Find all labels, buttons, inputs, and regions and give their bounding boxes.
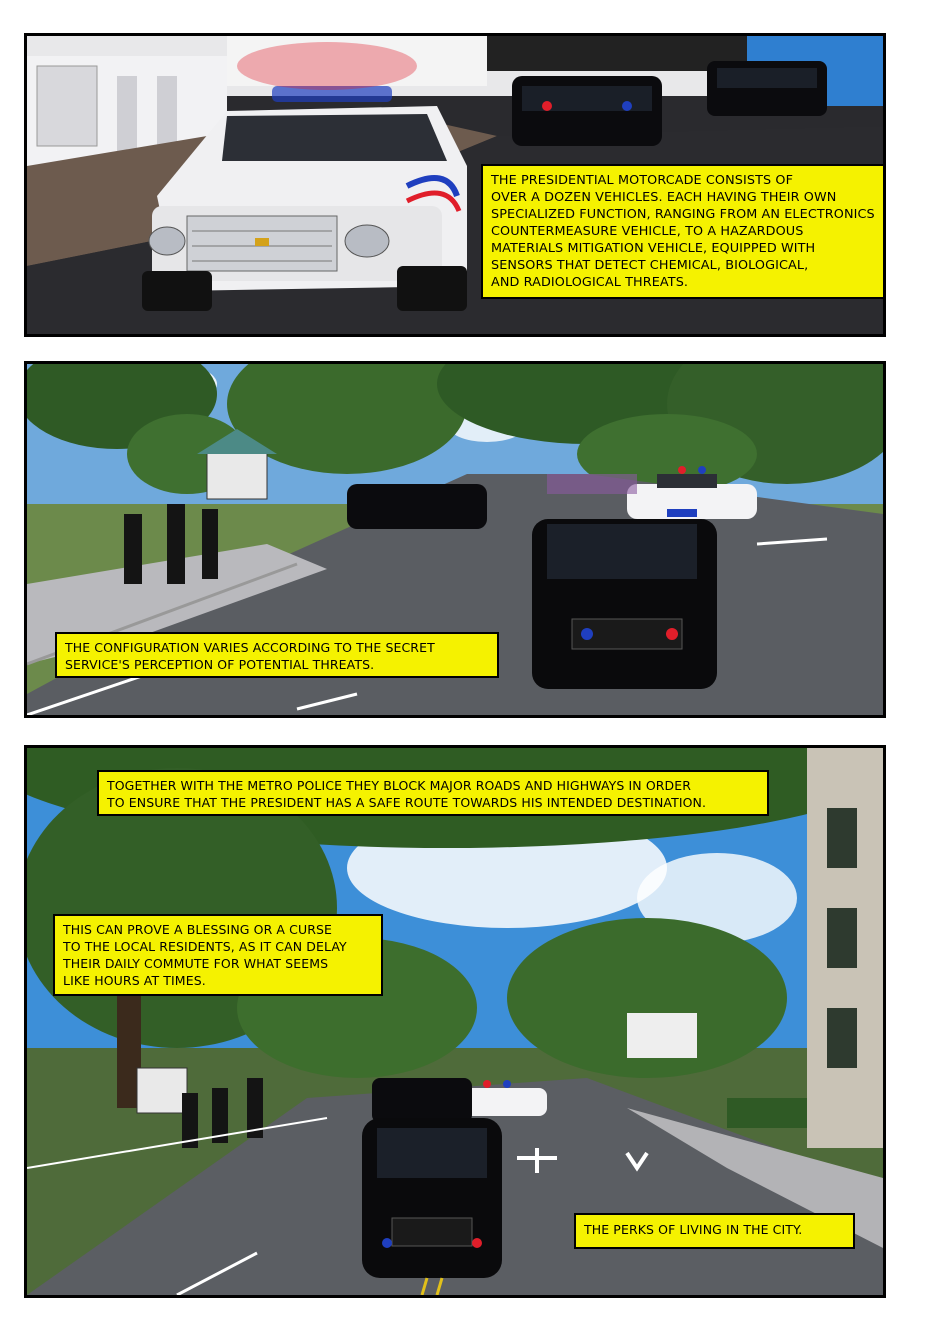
panel-3-caption-middle-text: THIS CAN PROVE A BLESSING OR A CURSE TO THE LOCAL RESIDENTS, AS IT CAN DELAY THEIR DAILY COMMUTE FOR WHAT SEEMS LIKE HOURS AT TIMES. [63,922,347,988]
panel-2 [24,361,886,718]
panel-3-caption-top [97,770,769,816]
panel-3-caption-top-text: TOGETHER WITH THE METRO POLICE THEY BLOCK MAJOR ROADS AND HIGHWAYS IN ORDER TO ENSURE THAT THE PRESIDENT HAS A SAFE ROUTE TOWARDS HIS INTENDED DESTINATION. [107,778,707,810]
panel-1-caption-text: THE PRESIDENTIAL MOTORCADE CONSISTS OF OVER A DOZEN VEHICLES. EACH HAVING THEIR OWN SPECIALIZED FUNCTION, RANGING FROM AN ELECTRONICS COUNTERMEASURE VEHICLE, TO A HAZARDOUS MATERIALS MITIGATION VEHICLE, EQUIPPED WITH SENSORS THAT DETECT CHEMICAL, BIOLOGICAL, AND RADIOLOGICAL THREATS. [491,173,875,290]
panel-2-caption-text: THE CONFIGURATION VARIES ACCORDING TO THE SECRET SERVICE'S PERCEPTION OF POTENTIAL THREATS. [65,640,435,672]
panel-3-caption-bottom-text: THE PERKS OF LIVING IN THE CITY. [584,1222,803,1237]
panel-2-caption [55,632,499,678]
panel-3-caption-bottom [574,1213,855,1249]
panel-3 [24,745,886,1298]
panel-1 [24,33,886,337]
panel-3-caption-middle [53,914,383,996]
panel-1-caption [481,164,886,299]
